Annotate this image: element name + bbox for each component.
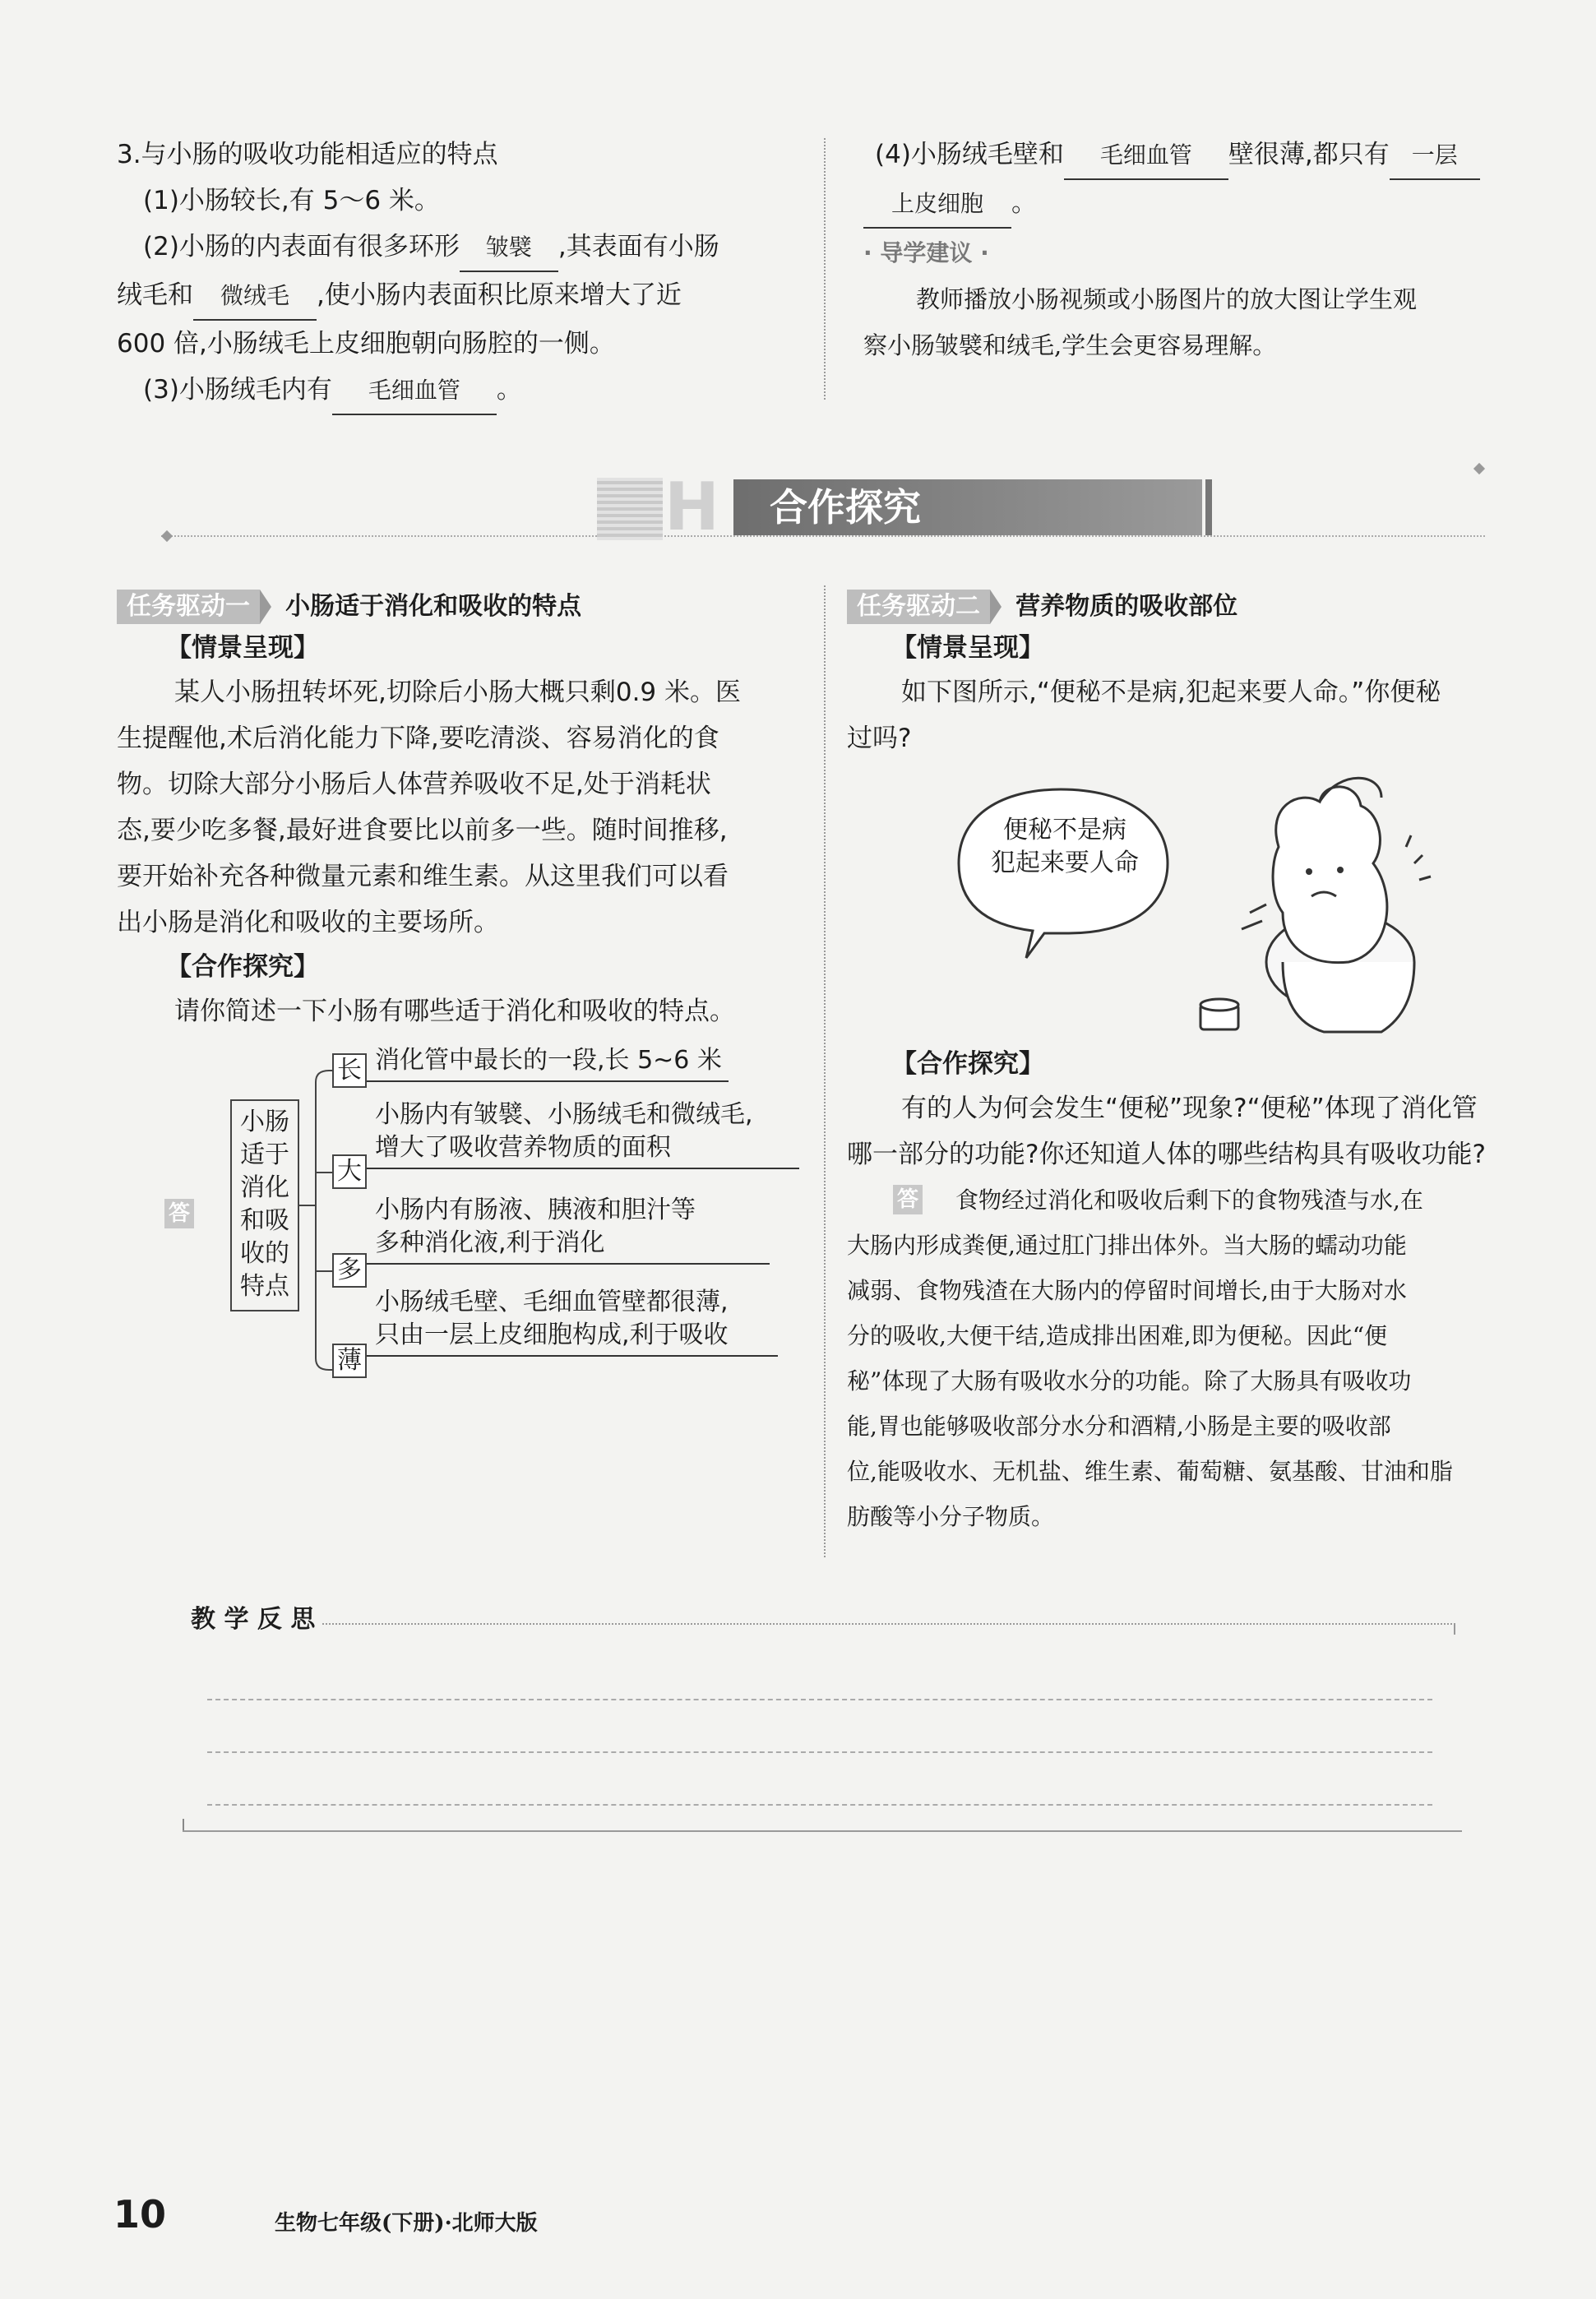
- task2-answer-line: 秘”体现了大肠有吸收水分的功能。除了大肠具有吸收功: [847, 1367, 1412, 1395]
- task1-question: 请你简述一下小肠有哪些适于消化和吸收的特点。: [174, 997, 735, 1026]
- item-4-line1: (4)小肠绒毛壁和 毛细血管 壁很薄,都只有 一层: [863, 132, 1538, 180]
- branch-text: 消化管中最长的一段,长 5~6 米: [375, 1046, 722, 1075]
- bubble-line: 犯起来要人命: [991, 849, 1139, 877]
- task1-scene-line: 态,要少吃多餐,最好进食要比以前多一些。随时间推移,: [117, 816, 728, 845]
- task2-header: [847, 585, 1554, 627]
- task2-question-line: 哪一部分的功能?你还知道人体的哪些结构具有吸收功能?: [847, 1140, 1486, 1169]
- task2-scene-line: 过吗?: [847, 724, 912, 753]
- banner-title: 合作探究: [770, 485, 921, 530]
- map-center-box: [230, 1099, 299, 1311]
- diamond-icon: [161, 530, 173, 542]
- reflection-section: [183, 1603, 1462, 1834]
- branch-text: 多种消化液,利于消化: [375, 1228, 605, 1257]
- answer-blank: 一层: [1390, 132, 1480, 180]
- answer-blank: 微绒毛: [193, 273, 317, 321]
- guide-title: · 导学建议 ·: [863, 239, 989, 266]
- branch-char: 薄: [332, 1344, 367, 1378]
- page-number: 10: [113, 2192, 167, 2237]
- section3-heading: 3.与小肠的吸收功能相适应的特点: [117, 140, 498, 169]
- writing-line: [207, 1751, 1432, 1753]
- map-center-line: 消化: [240, 1173, 289, 1202]
- task1-scene-line: 某人小肠扭转坏死,切除后小肠大概只剩0.9 米。医: [174, 678, 742, 707]
- task1-scene-line: 生提醒他,术后消化能力下降,要吃清淡、容易消化的食: [117, 724, 719, 753]
- task2-tag: 任务驱动二: [847, 590, 990, 624]
- task1-scene-line: 要开始补充各种微量元素和维生素。从这里我们可以看: [117, 862, 729, 891]
- task1-section: [117, 585, 807, 1034]
- task1-header: [117, 585, 807, 627]
- map-center-line: 收的: [240, 1239, 289, 1268]
- task2-question-line: 有的人为何会发生“便秘”现象?“便秘”体现了消化管: [901, 1094, 1478, 1123]
- branch-char: 大: [332, 1154, 367, 1189]
- constipation-cartoon: [954, 773, 1439, 1044]
- item-3: (3)小肠绒毛内有 毛细血管 。: [117, 367, 807, 415]
- task2-title: 营养物质的吸收部位: [1015, 592, 1238, 621]
- branch-text: 小肠内有肠液、胰液和胆汁等: [375, 1196, 696, 1224]
- branch-text: 增大了吸收营养物质的面积: [375, 1133, 671, 1162]
- task2-coop-label: 【合作探究】: [891, 1049, 1044, 1079]
- speech-bubble-text: [978, 814, 1151, 880]
- writing-line: [207, 1804, 1432, 1806]
- top-right-section: [863, 132, 1538, 368]
- task2-answer-line: 大肠内形成粪便,通过肛门排出体外。当大肠的蠕动功能: [847, 1232, 1407, 1259]
- task2-answer-line: 位,能吸收水、无机盐、维生素、葡萄糖、氨基酸、甘油和脂: [847, 1458, 1453, 1485]
- branch-text: 小肠绒毛壁、毛细血管壁都很薄,: [375, 1288, 729, 1316]
- task2-scene-line: 如下图所示,“便秘不是病,犯起来要人命。”你便秘: [901, 678, 1441, 707]
- banner-letter: H: [664, 469, 719, 545]
- item-4-line2: 上皮细胞 。: [863, 180, 1538, 229]
- map-center-line: 和吸: [240, 1206, 289, 1235]
- task1-scene-line: 出小肠是消化和吸收的主要场所。: [117, 908, 499, 937]
- reflection-title: 教 学 反 思: [191, 1605, 316, 1634]
- task2-section: [847, 585, 1554, 761]
- task2-scene-label: 【情景呈现】: [891, 633, 1044, 663]
- reflection-top-rule: [322, 1623, 1455, 1625]
- book-title: 生物七年级(下册)·北师大版: [275, 2211, 538, 2236]
- concept-map: [164, 1046, 814, 1398]
- branch-underline: [367, 1080, 729, 1082]
- task2-answer-line: 答 食物经过消化和吸收后剩下的食物残渣与水,在: [847, 1177, 1554, 1223]
- column-divider: [824, 585, 826, 1557]
- diamond-icon: [1473, 463, 1485, 474]
- answer-blank: 毛细血管: [1064, 132, 1228, 180]
- map-center-line: 适于: [240, 1140, 289, 1169]
- writing-line: [207, 1699, 1432, 1700]
- reflection-bottom-rule: [183, 1830, 1462, 1832]
- task1-scene-line: 物。切除大部分小肠后人体营养吸收不足,处于消耗状: [117, 770, 711, 799]
- answer-blank: 上皮细胞: [863, 181, 1011, 229]
- branch-char: 长: [332, 1053, 367, 1088]
- task2-answer-section: [847, 1043, 1554, 1539]
- bubble-line: 便秘不是病: [1003, 816, 1126, 844]
- guide-line2: 察小肠皱襞和绒毛,学生会更容易理解。: [863, 331, 1277, 359]
- banner-rule: [161, 535, 1485, 537]
- task1-scene-label: 【情景呈现】: [166, 633, 319, 663]
- item-1: (1)小肠较长,有 5～6 米。: [143, 186, 440, 215]
- branch-underline: [367, 1355, 778, 1357]
- reflection-corner: [1454, 1623, 1455, 1635]
- task1-tag: 任务驱动一: [117, 590, 260, 624]
- branch-underline: [367, 1168, 799, 1169]
- item-2-line3: 600 倍,小肠绒毛上皮细胞朝向肠腔的一侧。: [117, 329, 615, 358]
- item-2-line2: 绒毛和 微绒毛 ,使小肠内表面积比原来增大了近: [117, 272, 807, 321]
- map-center-line: 小肠: [240, 1108, 289, 1136]
- task2-answer-line: 能,胃也能够吸收部分水分和酒精,小肠是主要的吸收部: [847, 1413, 1391, 1440]
- branch-char: 多: [332, 1253, 367, 1288]
- task1-coop-label: 【合作探究】: [166, 952, 319, 982]
- item-2-line1: (2)小肠的内表面有很多环形 皱襞 ,其表面有小肠: [117, 224, 807, 272]
- answer-mark: 答: [893, 1185, 923, 1214]
- answer-blank: 皱襞: [460, 224, 558, 272]
- branch-text: 只由一层上皮细胞构成,利于吸收: [375, 1321, 729, 1349]
- branch-text: 小肠内有皱襞、小肠绒毛和微绒毛,: [375, 1100, 753, 1129]
- task2-answer-line: 减弱、食物残渣在大肠内的停留时间增长,由于大肠对水: [847, 1277, 1407, 1304]
- answer-mark: 答: [164, 1199, 194, 1228]
- branch-underline: [367, 1263, 770, 1265]
- guide-line1: 教师播放小肠视频或小肠图片的放大图让学生观: [916, 285, 1418, 313]
- banner-end: [1205, 479, 1212, 535]
- banner-stripes: [597, 478, 663, 540]
- answer-blank: 毛细血管: [332, 368, 497, 415]
- section-banner: [161, 469, 1485, 547]
- top-left-section: [117, 132, 807, 415]
- map-center-line: 特点: [240, 1272, 289, 1301]
- task2-answer-line: 分的吸收,大便干结,造成排出困难,即为便秘。因此“便: [847, 1322, 1388, 1349]
- column-divider: [824, 138, 826, 400]
- task2-answer-line: 肪酸等小分子物质。: [847, 1503, 1055, 1530]
- task1-title: 小肠适于消化和吸收的特点: [285, 592, 582, 621]
